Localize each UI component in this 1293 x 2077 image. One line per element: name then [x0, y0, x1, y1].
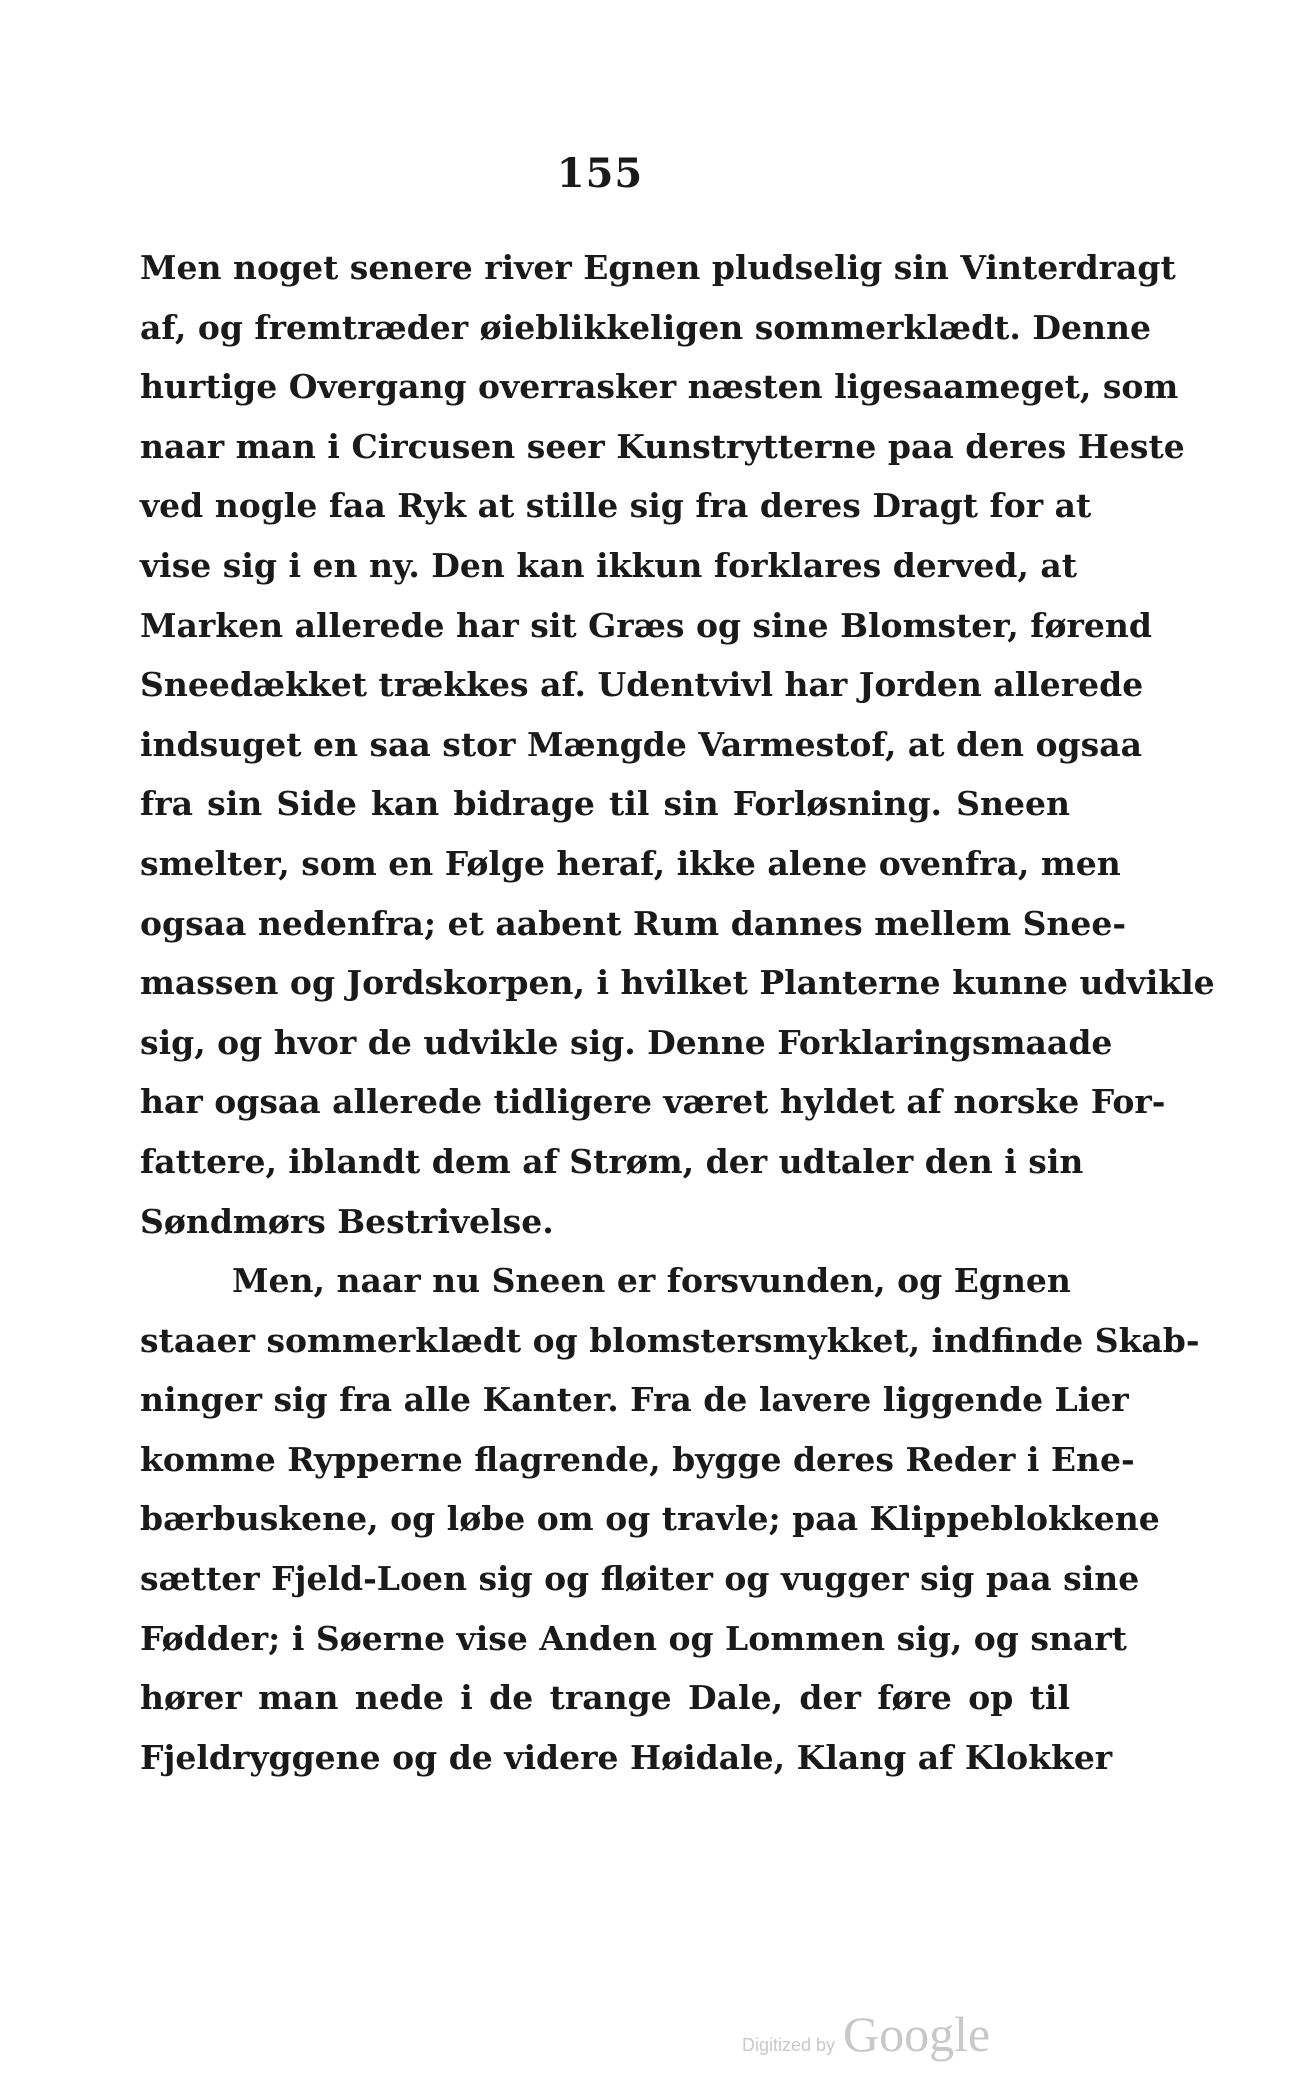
page-number: 155 — [556, 150, 644, 197]
google-logo: Google — [843, 2006, 991, 2062]
paragraph-1 — [140, 238, 1215, 1251]
text-line: staaer sommerklædt og blomstersmykket, indfinde Skab- — [140, 1320, 1200, 1360]
text-line: komme Rypperne flagrende, bygge deres Reder i Ene- — [140, 1439, 1135, 1479]
text-line: hurtige Overgang overrasker næsten ligesaameget, som — [140, 367, 1179, 407]
paragraph-2 — [140, 1251, 1200, 1787]
text-line: fattere, iblandt dem af Strøm, der udtaler den i sin — [140, 1141, 1084, 1181]
text-line: Fjeldryggene og de videre Høidale, Klang af Klokker — [140, 1737, 1113, 1777]
text-line: ogsaa nedenfra; et aabent Rum dannes mellem Snee- — [140, 903, 1127, 943]
text-line: indsuget en saa stor Mængde Varmestof, at den ogsaa — [140, 724, 1142, 764]
text-line: bærbuskene, og løbe om og travle; paa Klippeblokkene — [140, 1499, 1160, 1539]
text-line: af, og fremtræder øieblikkeligen sommerklædt. Denne — [140, 307, 1151, 347]
text-line: naar man i Circusen seer Kunstrytterne paa deres Heste — [140, 426, 1185, 466]
text-line: smelter, som en Følge heraf, ikke alene ovenfra, men — [140, 843, 1121, 883]
watermark-prefix: Digitized by — [742, 2035, 836, 2055]
text-line: vise sig i en ny. Den kan ikkun forklares derved, at — [140, 545, 1078, 585]
text-line: hører man nede i de trange Dale, der føre op til — [140, 1678, 1070, 1718]
text-line: Søndmørs Bestrivelse. — [140, 1201, 554, 1241]
text-line: Sneedækket trækkes af. Udentvivl har Jorden allerede — [140, 665, 1144, 705]
text-line: Men noget senere river Egnen pludselig sin Vinterdragt — [140, 248, 1176, 287]
text-line: Men, naar nu Sneen er forsvunden, og Egnen — [232, 1261, 1071, 1300]
digitized-watermark — [742, 2005, 990, 2063]
text-line: massen og Jordskorpen, i hvilket Planterne kunne udvikle — [140, 963, 1215, 1003]
text-line: sig, og hvor de udvikle sig. Denne Forklaringsmaade — [140, 1022, 1113, 1062]
text-line: Marken allerede har sit Græs og sine Blomster, førend — [140, 605, 1152, 645]
text-line: ninger sig fra alle Kanter. Fra de lavere liggende Lier — [140, 1380, 1129, 1420]
text-line: ved nogle faa Ryk at stille sig fra deres Dragt for at — [140, 486, 1092, 526]
text-line: har ogsaa allerede tidligere været hyldet af norske For- — [140, 1082, 1166, 1122]
text-line: Fødder; i Søerne vise Anden og Lommen sig, og snart — [140, 1618, 1127, 1658]
text-line: fra sin Side kan bidrage til sin Forløsning. Sneen — [140, 784, 1070, 824]
text-line: sætter Fjeld-Loen sig og fløiter og vugger sig paa sine — [140, 1558, 1140, 1598]
